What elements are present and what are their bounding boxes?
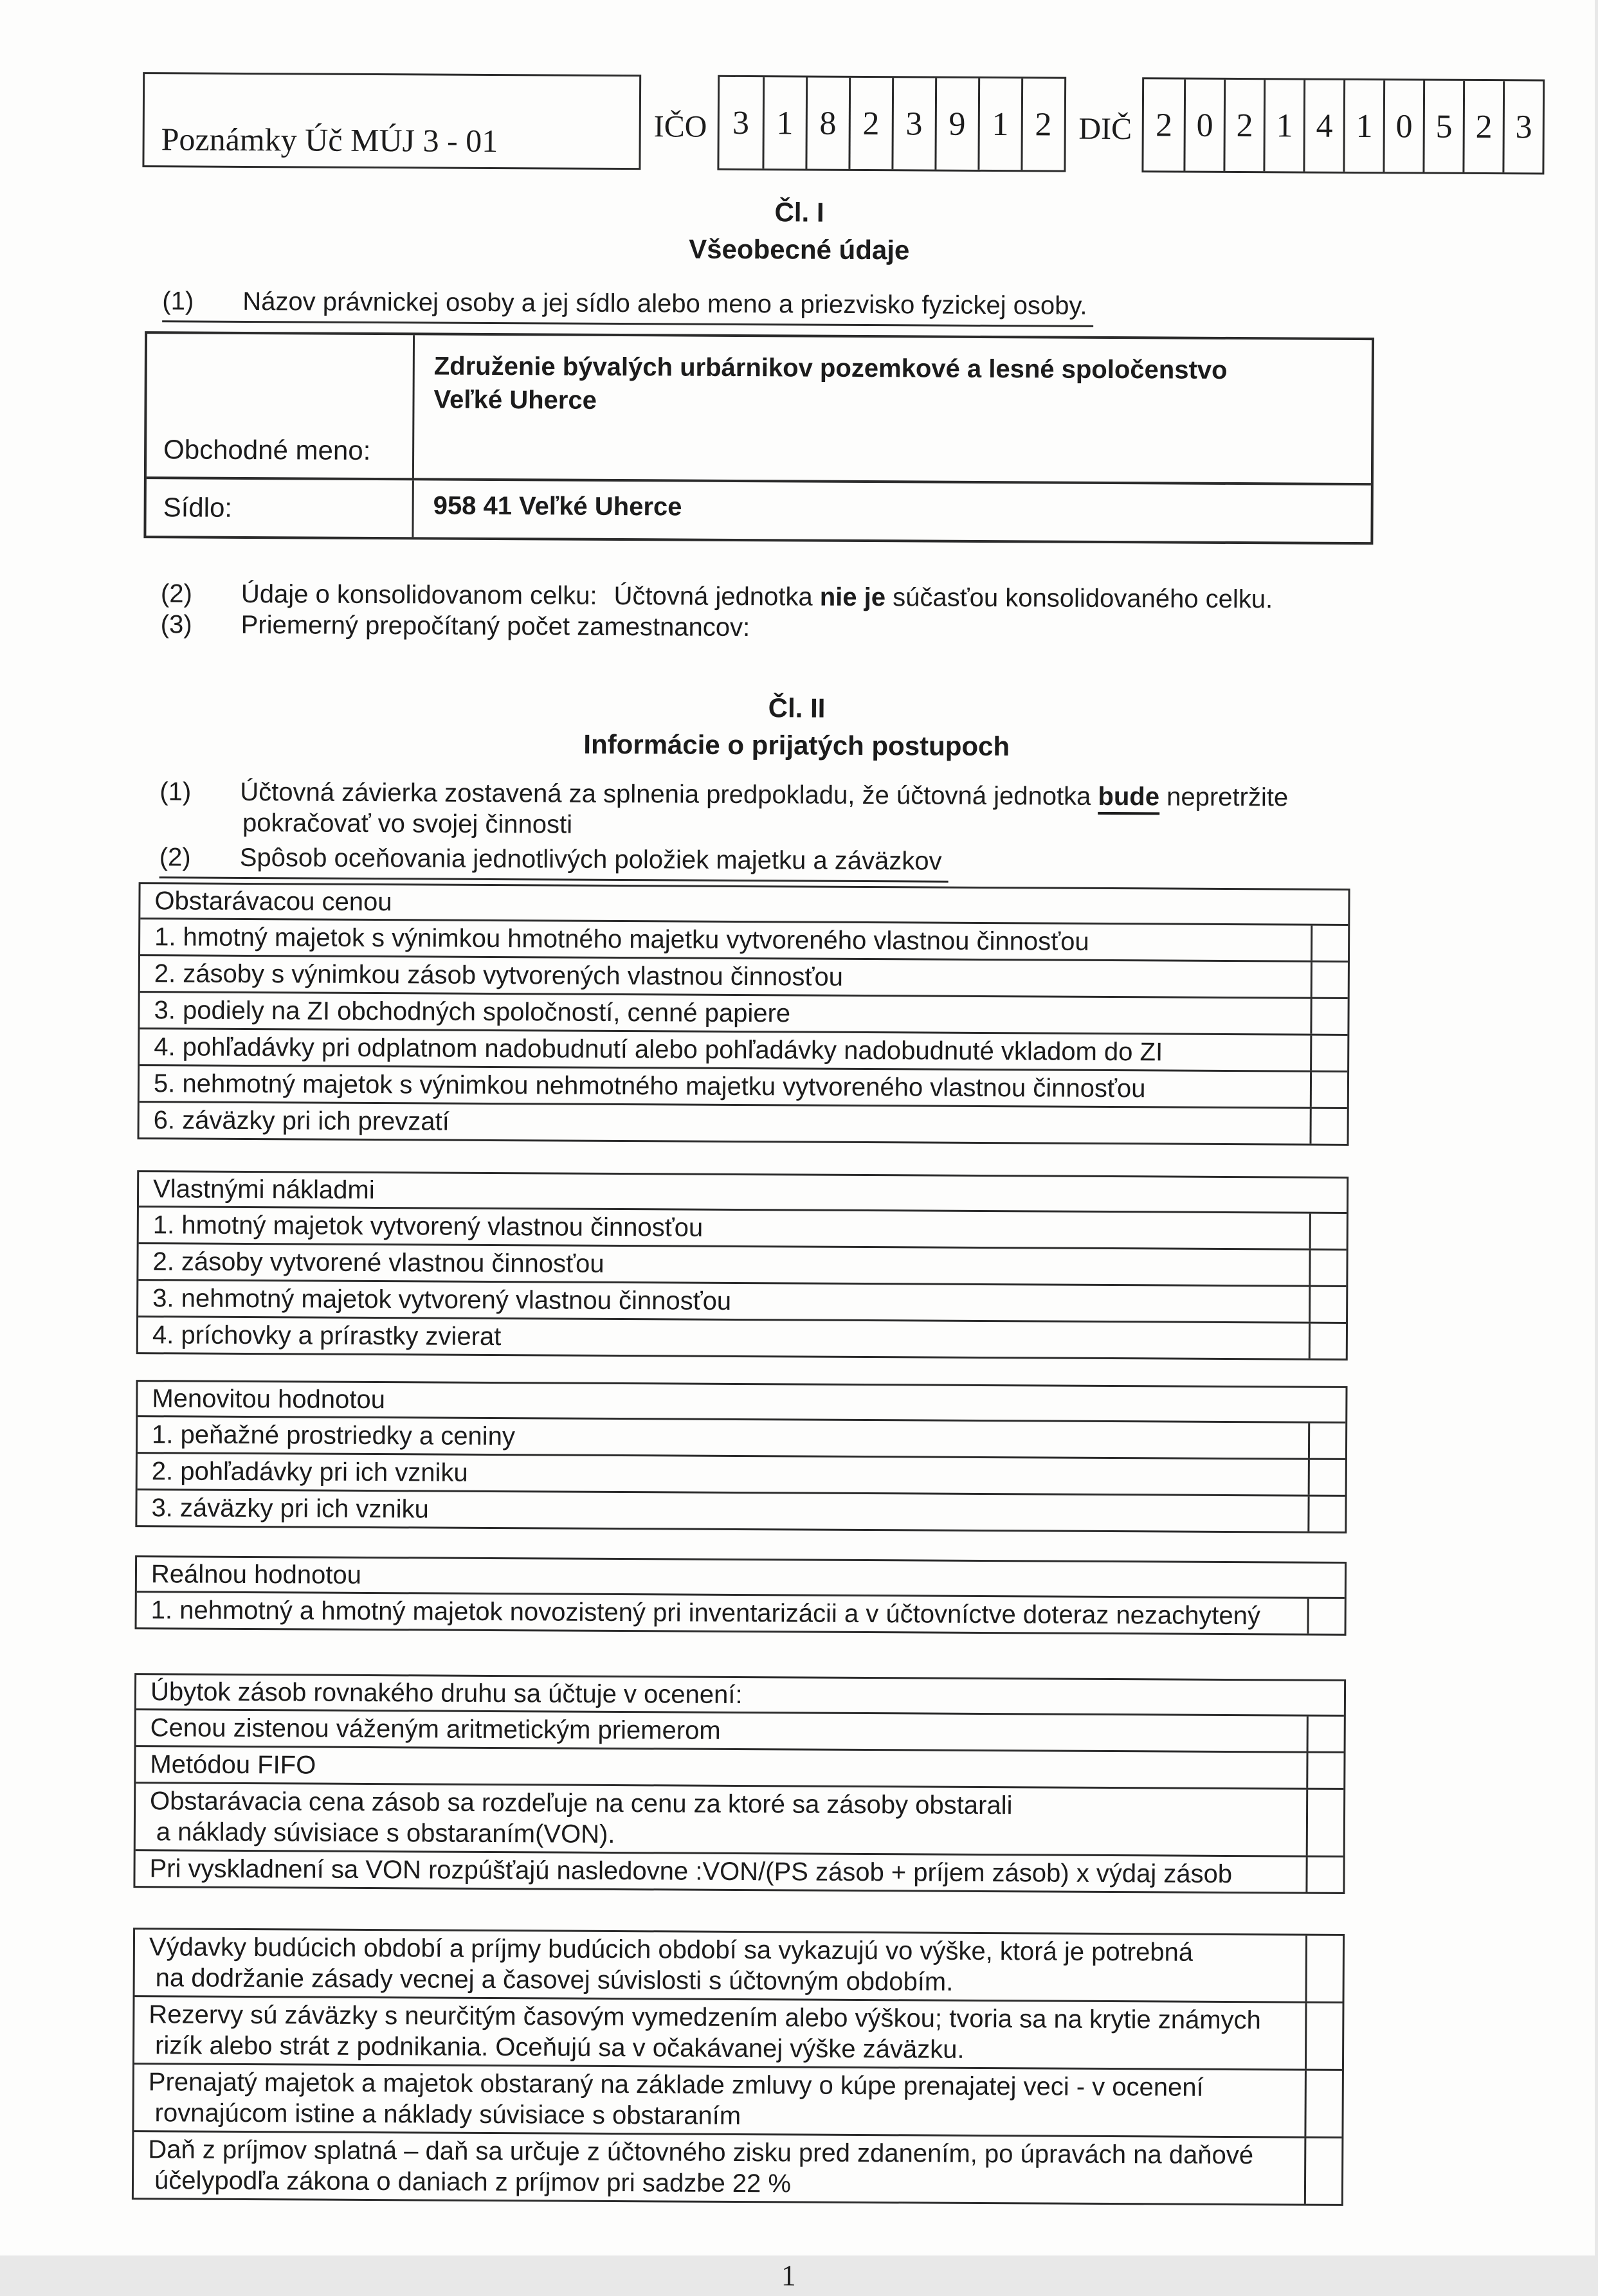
valuation-table bbox=[136, 1170, 1348, 1360]
checkbox-cell bbox=[1307, 1599, 1345, 1634]
valuation-table bbox=[135, 1380, 1347, 1533]
checkbox-cell bbox=[1307, 1717, 1344, 1751]
valuation-table-row bbox=[136, 1745, 1343, 1788]
checkbox-cell bbox=[1305, 1936, 1343, 2002]
checkbox-cell bbox=[1307, 1497, 1345, 1532]
company-name-label: Obchodné meno: bbox=[147, 334, 415, 478]
valuation-table-row bbox=[138, 1315, 1346, 1359]
valuation-table-row bbox=[136, 1782, 1344, 1856]
section2-subtitle: Informácie o prijatých postupoch bbox=[583, 728, 1010, 762]
item-text: Účtovná závierka zostavená za splnenia predpokladu, že účtovná jednotka bude nepretržite bbox=[240, 777, 1288, 813]
dic-digit-cell: 1 bbox=[1264, 80, 1304, 171]
valuation-table-header: Reálnou hodnotou bbox=[150, 1560, 362, 1589]
checkbox-cell bbox=[1309, 1109, 1347, 1144]
checkbox-cell bbox=[1306, 1753, 1343, 1788]
ico-digit-cell: 1 bbox=[977, 78, 1021, 170]
row-text: 4. príchovky a prírastky zvierat bbox=[152, 1321, 502, 1351]
row-text: 1. peňažné prostriedky a ceniny bbox=[151, 1420, 516, 1451]
row-text: 2. pohľadávky pri ich vzniku bbox=[151, 1457, 468, 1487]
valuation-table-row bbox=[137, 1591, 1345, 1634]
valuation-table-row bbox=[136, 1708, 1344, 1751]
dic-digit-cell: 2 bbox=[1224, 80, 1264, 171]
company-name-line1: Združenie bývalých urbárnikov pozemkové a lesné spoločenstvo bbox=[433, 352, 1228, 384]
ico-digit-cell: 9 bbox=[934, 78, 978, 170]
form-id-label: Poznámky Úč MÚJ 3 - 01 bbox=[161, 121, 498, 159]
valuation-table-row bbox=[137, 1488, 1345, 1532]
item-number: (2) bbox=[160, 579, 192, 608]
checkbox-cell bbox=[1305, 1858, 1343, 1892]
valuation-table-row bbox=[140, 1101, 1347, 1144]
valuation-table-row bbox=[135, 1930, 1343, 2002]
section1-subtitle: Všeobecné údaje bbox=[689, 233, 910, 266]
row-text: Obstarávacia cena zásob sa rozdeľuje na cenu za ktoré sa zásoby obstarali a náklady súvisiace s obstaraním(VON). bbox=[150, 1787, 1013, 1849]
section2-item2 bbox=[159, 842, 949, 882]
row-text: 1. hmotný majetok vytvorený vlastnou činnosťou bbox=[152, 1211, 704, 1242]
checkbox-cell bbox=[1308, 1460, 1345, 1495]
item-number: (2) bbox=[159, 843, 191, 872]
section1-item1 bbox=[162, 285, 1094, 327]
row-text: 1. hmotný majetok s výnimkou hmotného majetku vytvoreného vlastnou činnosťou bbox=[154, 923, 1089, 956]
ico-digit-cell: 3 bbox=[732, 104, 750, 141]
ico-digit-cell: 1 bbox=[762, 77, 806, 168]
item-text: Spôsob oceňovania jednotlivých položiek majetku a záväzkov bbox=[239, 843, 942, 876]
row-text: 3. záväzky pri ich vzniku bbox=[151, 1494, 429, 1524]
company-name-line2: Veľké Uherce bbox=[433, 385, 597, 415]
checkbox-cell bbox=[1311, 963, 1348, 997]
bold-underlined-phrase: bude bbox=[1098, 782, 1159, 815]
valuation-table-row bbox=[140, 954, 1348, 997]
row-text: 2. zásoby s výnimkou zásob vytvorených vlastnou činnosťou bbox=[154, 959, 844, 991]
ico-digit-cell: 2 bbox=[1021, 78, 1064, 170]
valuation-tables-container bbox=[0, 881, 1593, 2207]
section1-item3 bbox=[161, 609, 1595, 647]
checkbox-cell bbox=[1310, 999, 1347, 1034]
valuation-table-row bbox=[140, 1027, 1347, 1071]
row-text: Prenajatý majetok a majetok obstaraný na základe zmluvy o kúpe prenajatej veci - v ocenení rovnajúcom istine a náklady súvisiace s obstaraním bbox=[148, 2068, 1204, 2131]
row-text: Daň z príjmov splatná – daň sa určuje z účtovného zisku pred zdanením, po úpravách na daňové účelypodľa zákona o daniach z príjmov pri sadzbe 22 % bbox=[148, 2135, 1254, 2198]
item-text: Údaje o konsolidovanom celku: Účtovná jednotka nie je súčasťou konsolidovaného celku. bbox=[241, 579, 1273, 614]
checkbox-cell bbox=[1306, 1790, 1344, 1856]
checkbox-cell bbox=[1304, 2138, 1342, 2204]
row-text: 2. zásoby vytvorené vlastnou činnosťou bbox=[152, 1247, 604, 1278]
valuation-table-row bbox=[140, 991, 1347, 1034]
company-name-value bbox=[414, 335, 1372, 483]
valuation-table bbox=[133, 1673, 1346, 1894]
checkbox-cell bbox=[1305, 2003, 1343, 2069]
checkbox-cell bbox=[1309, 1214, 1347, 1249]
valuation-table-row bbox=[134, 2063, 1342, 2137]
valuation-table-row bbox=[138, 1452, 1345, 1495]
item-number: (1) bbox=[159, 777, 192, 806]
form-header bbox=[142, 72, 1597, 175]
company-seat-label: Sídlo: bbox=[146, 479, 413, 537]
item-text: Názov právnickej osoby a jej sídlo alebo meno a priezvisko fyzickej osoby. bbox=[242, 287, 1087, 320]
row-text: Cenou zistenou váženým aritmetickým priemerom bbox=[150, 1713, 721, 1745]
valuation-table bbox=[135, 1555, 1347, 1636]
item-number: (3) bbox=[160, 610, 192, 639]
dic-digit-cell: 0 bbox=[1184, 80, 1224, 171]
company-seat-row bbox=[146, 476, 1370, 542]
valuation-table-header: Úbytok zásob rovnakého druhu sa účtuje v ocenení: bbox=[150, 1677, 743, 1710]
checkbox-cell bbox=[1310, 1036, 1347, 1071]
section1-title: Čl. I bbox=[774, 197, 824, 228]
section1-items-2-3 bbox=[0, 577, 1595, 647]
dic-digit-cell: 1 bbox=[1343, 80, 1384, 172]
checkbox-cell bbox=[1308, 1424, 1345, 1458]
valuation-table-row bbox=[139, 1206, 1347, 1249]
form-id-box bbox=[142, 72, 641, 170]
checkbox-cell bbox=[1309, 1251, 1346, 1285]
dic-digit-cell: 2 bbox=[1155, 106, 1173, 143]
ico-digit-cell: 3 bbox=[891, 78, 935, 169]
company-table bbox=[143, 331, 1374, 545]
row-text: Pri vyskladnení sa VON rozpúšťajú nasledovne :VON/(PS zásob + príjem zásob) x výdaj zásob bbox=[149, 1854, 1233, 1889]
dic-digit-cell: 4 bbox=[1303, 80, 1344, 172]
valuation-table bbox=[132, 1928, 1345, 2206]
ico-label: IČO bbox=[653, 109, 707, 144]
valuation-table-row bbox=[138, 1279, 1346, 1322]
valuation-table bbox=[138, 882, 1350, 1146]
row-text: Rezervy sú záväzky s neurčitým časovým vymedzením alebo výškou; tvoria sa na krytie známych rizík alebo strát z podnikania. Oceňujú sa v očakávanej výške záväzku. bbox=[149, 2000, 1261, 2064]
item-text: Priemerný prepočítaný počet zamestnancov: bbox=[241, 610, 750, 642]
row-text: 1. nehmotný a hmotný majetok novozistený pri inventarizácii a v účtovníctve doteraz nezachytený bbox=[150, 1596, 1261, 1631]
dic-label: DIČ bbox=[1078, 111, 1132, 147]
item-number: (1) bbox=[162, 287, 194, 316]
section2-item1-line2: pokračovať vo svojej činnosti bbox=[242, 808, 573, 839]
ico-digit-cell: 8 bbox=[805, 78, 849, 169]
company-name-row bbox=[147, 334, 1372, 483]
section2-title: Čl. II bbox=[768, 692, 826, 723]
company-seat-value: 958 41 Veľké Uherce bbox=[433, 491, 682, 521]
valuation-table-header: Vlastnými nákladmi bbox=[152, 1175, 375, 1205]
row-text: 4. pohľadávky pri odplatnom nadobudnutí alebo pohľadávky nadobudnuté vkladom do ZI bbox=[154, 1033, 1163, 1067]
checkbox-cell bbox=[1309, 1324, 1346, 1359]
checkbox-cell bbox=[1311, 926, 1348, 961]
valuation-table-row bbox=[134, 2130, 1342, 2204]
ico-digit-boxes bbox=[717, 75, 1066, 172]
valuation-table-row bbox=[135, 1849, 1343, 1892]
valuation-table-row bbox=[138, 1415, 1345, 1458]
valuation-table-row bbox=[134, 1995, 1343, 2069]
page-number: 1 bbox=[781, 2259, 796, 2292]
valuation-table-header: Menovitou hodnotou bbox=[152, 1384, 386, 1415]
valuation-table-header: Obstarávacou cenou bbox=[154, 887, 392, 917]
bold-phrase: nie je bbox=[819, 583, 886, 612]
dic-digit-cell: 0 bbox=[1383, 80, 1424, 172]
row-text: 3. nehmotný majetok vytvorený vlastnou činnosťou bbox=[152, 1284, 732, 1315]
row-text: Výdavky budúcich období a príjmy budúcich období sa vykazujú vo výške, ktorá je potrebná na dodržanie zásady vecnej a časovej súvislosti s účtovným obdobím. bbox=[149, 1933, 1194, 1996]
checkbox-cell bbox=[1310, 1072, 1347, 1107]
dic-digit-cell: 5 bbox=[1423, 81, 1464, 172]
ico-digit-cell: 2 bbox=[848, 78, 892, 169]
dic-digit-cell: 3 bbox=[1503, 81, 1543, 172]
valuation-table-row bbox=[140, 1064, 1347, 1107]
checkbox-cell bbox=[1304, 2071, 1342, 2137]
valuation-table-row bbox=[138, 1242, 1346, 1285]
dic-digit-cell: 2 bbox=[1463, 81, 1503, 172]
row-text: 3. podiely na ZI obchodných spoločností, cenné papiere bbox=[154, 996, 791, 1028]
checkbox-cell bbox=[1309, 1287, 1346, 1322]
row-text: 5. nehmotný majetok s výnimkou nehmotného majetku vytvoreného vlastnou činnosťou bbox=[153, 1069, 1146, 1103]
dic-digit-boxes bbox=[1142, 77, 1545, 174]
valuation-table-row bbox=[140, 917, 1348, 961]
row-text: 6. záväzky pri ich prevzatí bbox=[153, 1106, 449, 1136]
row-text: Metódou FIFO bbox=[150, 1750, 316, 1780]
